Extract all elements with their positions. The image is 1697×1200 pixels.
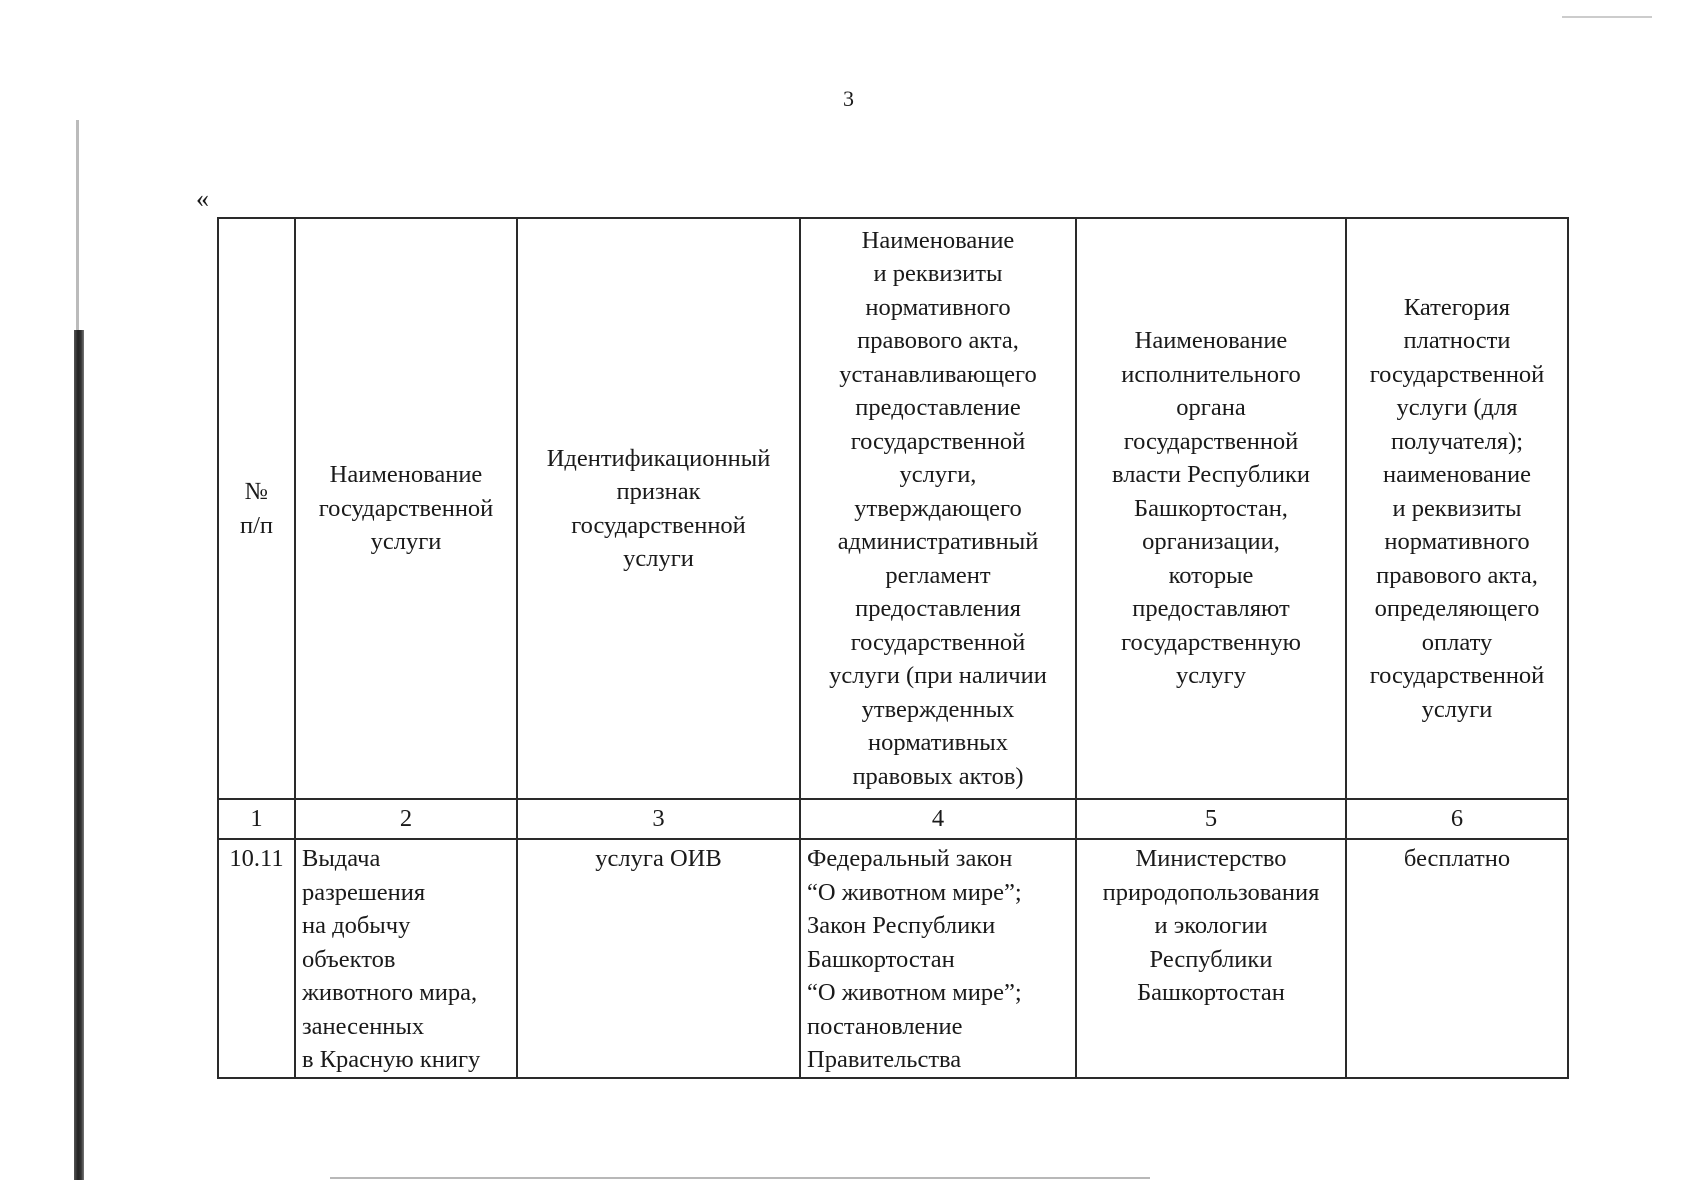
column-number: 4 [800, 799, 1076, 839]
scan-bottom-line [330, 1177, 1150, 1179]
header-service-name: Наименование государственной услуги [295, 218, 517, 799]
header-executive-body: Наименование исполнительного органа государственной власти Республики Башкортостан, организации, которые предоставляют государственную услугу [1076, 218, 1346, 799]
column-number: 5 [1076, 799, 1346, 839]
services-table [217, 217, 1569, 1079]
row-number: 10.11 [218, 839, 295, 1078]
column-number: 3 [517, 799, 800, 839]
identifier-cell: услуга ОИВ [517, 839, 800, 1078]
column-number: 1 [218, 799, 295, 839]
table-row [218, 839, 1568, 1078]
payment-cell: бесплатно [1346, 839, 1568, 1078]
page-number: 3 [843, 86, 854, 111]
executive-body-cell: Министерство природопользования и экологии Республики Башкортостан [1076, 839, 1346, 1078]
header-identifier: Идентификационный признак государственной услуги [517, 218, 800, 799]
scan-mark-top-right [1562, 16, 1652, 18]
legal-act-cell: Федеральный закон “О животном мире”; Закон Республики Башкортостан “О животном мире”; постановление Правительства [800, 839, 1076, 1078]
opening-quote-mark: « [196, 184, 209, 213]
column-number: 2 [295, 799, 517, 839]
scan-edge-shadow-upper [76, 120, 79, 330]
header-payment-category: Категория платности государственной услуги (для получателя); наименование и реквизиты нормативного правового акта, определяющего оплату государственной услуги [1346, 218, 1568, 799]
header-row [218, 218, 1568, 799]
header-number: № п/п [218, 218, 295, 799]
scan-edge-shadow [74, 330, 84, 1180]
service-name-cell: Выдача разрешения на добычу объектов животного мира, занесенных в Красную книгу [295, 839, 517, 1078]
header-legal-act: Наименование и реквизиты нормативного правового акта, устанавливающего предоставление государственной услуги, утверждающего административный регламент предоставления государственной услуги (при наличии утвержденных нормативных правовых актов) [800, 218, 1076, 799]
column-number-row [218, 799, 1568, 839]
column-number: 6 [1346, 799, 1568, 839]
